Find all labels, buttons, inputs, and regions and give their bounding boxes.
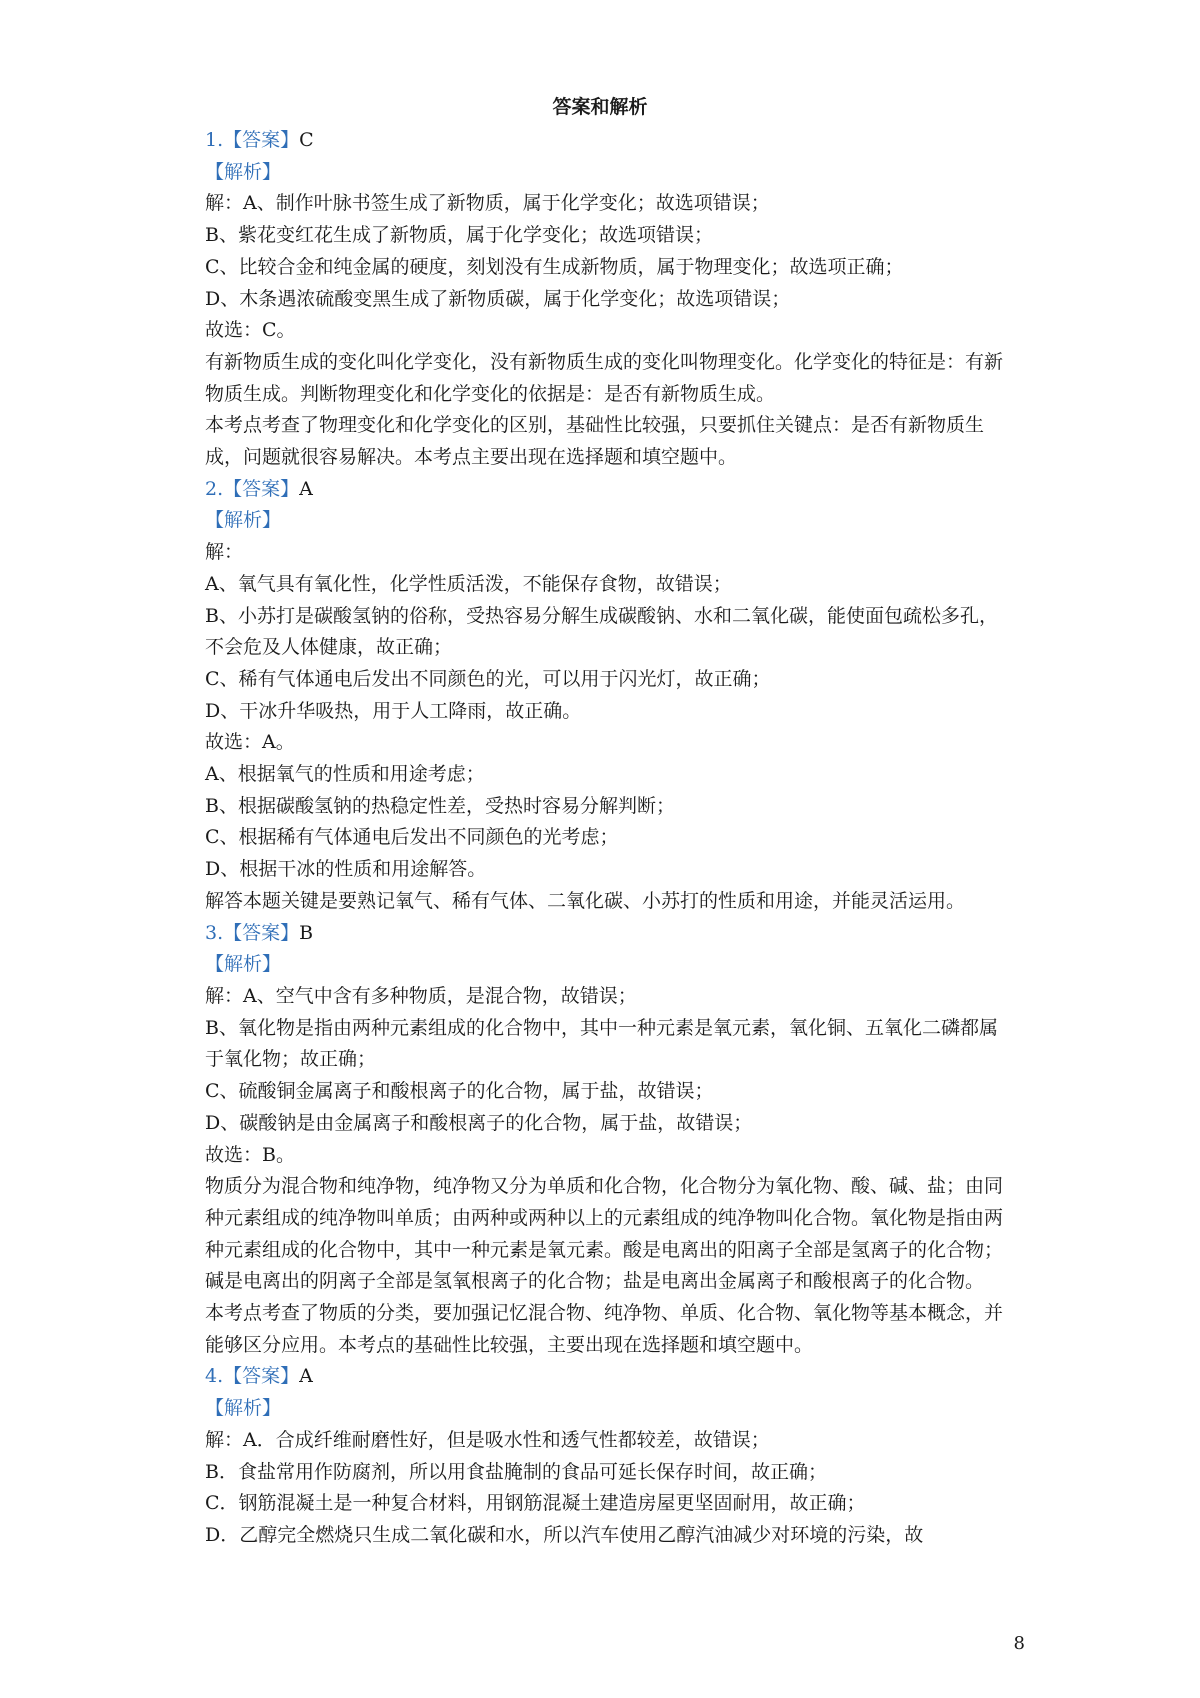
q4-line: C．钢筋混凝土是一种复合材料，用钢筋混凝土建造房屋更坚固耐用，故正确； (205, 1492, 866, 1515)
q1-line: B、紫花变红花生成了新物质，属于化学变化；故选项错误； (205, 224, 713, 247)
q3-answer-label: 【答案】 (223, 921, 300, 944)
q4-line: B．食盐常用作防腐剂，所以用食盐腌制的食品可延长保存时间，故正确； (205, 1460, 827, 1483)
q3-analysis-label: 【解析】 (205, 953, 282, 976)
q3-line: D、碳酸钠是由金属离子和酸根离子的化合物，属于盐，故错误； (205, 1111, 753, 1134)
q2-line: 故选：A。 (205, 731, 295, 754)
q4-answer-label: 【答案】 (223, 1365, 300, 1388)
q4-number: 4. (205, 1365, 224, 1388)
q3-line: C、硫酸铜金属离子和酸根离子的化合物，属于盐，故错误； (205, 1080, 714, 1103)
q4-answer: A (299, 1365, 313, 1388)
q3-line: 故选：B。 (205, 1143, 295, 1166)
q1-answer: C (299, 129, 314, 151)
q3-line: 本考点考查了物质的分类，要加强记忆混合物、纯净物、单质、化合物、氧化物等基本概念，并能够区分应用。本考点的基础性比较强，主要出现在选择题和填空题中。 (205, 1302, 1004, 1356)
q2-line: 解答本题关键是要熟记氧气、稀有气体、二氧化碳、小苏打的性质和用途，并能灵活运用。 (205, 889, 966, 912)
q2-answer-label: 【答案】 (223, 477, 300, 500)
q1-analysis-label: 【解析】 (205, 160, 282, 183)
q2-line: A、氧气具有氧化性，化学性质活泼，不能保存食物，故错误； (205, 572, 732, 595)
q1-line: 本考点考查了物理变化和化学变化的区别，基础性比较强，只要抓住关键点：是否有新物质生成，问题就很容易解决。本考点主要出现在选择题和填空题中。 (205, 414, 985, 469)
q2-line: C、稀有气体通电后发出不同颜色的光，可以用于闪光灯，故正确； (205, 667, 771, 690)
q3-answer: B (299, 921, 314, 944)
q1-answer-label: 【答案】 (223, 129, 300, 151)
q4-line: D．乙醇完全燃烧只生成二氧化碳和水，所以汽车使用乙醇汽油减少对环境的污染，故 (205, 1523, 924, 1546)
page-number: 8 (1013, 1633, 1025, 1654)
q2-answer: A (299, 477, 313, 500)
q3-number: 3. (205, 921, 224, 944)
q2-line: D、干冰升华吸热，用于人工降雨，故正确。 (205, 699, 582, 722)
q1-line: 解：A、制作叶脉书签生成了新物质，属于化学变化；故选项错误； (205, 192, 770, 215)
q4-analysis-label: 【解析】 (205, 1397, 282, 1420)
q1-line: 故选：C。 (205, 319, 296, 342)
q1-line: C、比较合金和纯金属的硬度，刻划没有生成新物质，属于物理变化；故选项正确； (205, 255, 904, 278)
q2-line: B、根据碳酸氢钠的热稳定性差，受热时容易分解判断； (205, 794, 675, 817)
q1-number: 1. (205, 129, 224, 151)
page-title: 答案和解析 (552, 96, 648, 118)
q2-line: D、根据干冰的性质和用途解答。 (205, 858, 487, 881)
q2-analysis-label: 【解析】 (205, 509, 282, 532)
q2-line: A、根据氧气的性质和用途考虑； (205, 763, 485, 786)
q2-line: C、根据稀有气体通电后发出不同颜色的光考虑； (205, 826, 619, 849)
q3-line: 物质分为混合物和纯净物，纯净物又分为单质和化合物，化合物分为氧化物、酸、碱、盐；由同种元素组成的纯净物叫单质；由两种或两种以上的元素组成的纯净物叫化合物。氧化物是指由两种元素组成的化合物中，其中一种元素是氧元素。酸是电离出的阳离子全部是氢离子的化合物；碱是电离出的阴离子全部是氢氧根离子的化合物；盐是电离出金属离子和酸根离子的化合物。 (205, 1175, 1004, 1293)
q4-answer-line (205, 1361, 1005, 1393)
q2-line: B、小苏打是碳酸氢钠的俗称，受热容易分解生成碳酸钠、水和二氧化碳，能使面包疏松多孔，不会危及人体健康，故正确； (205, 604, 998, 659)
q2-line: 解： (205, 541, 244, 564)
q2-answer-line (205, 474, 1005, 506)
answer-content (205, 125, 1005, 1552)
q2-number: 2. (205, 477, 224, 500)
q1-line: 有新物质生成的变化叫化学变化，没有新物质生成的变化叫物理变化。化学变化的特征是：有新物质生成。判断物理变化和化学变化的依据是：是否有新物质生成。 (205, 350, 1004, 405)
q3-line: B、氧化物是指由两种元素组成的化合物中，其中一种元素是氧元素，氧化铜、五氧化二磷都属于氧化物；故正确； (205, 1016, 998, 1071)
q3-answer-line (205, 918, 1005, 950)
q4-line: 解：A．合成纤维耐磨性好，但是吸水性和透气性都较差，故错误； (205, 1428, 770, 1451)
q1-answer-line (205, 125, 1005, 157)
q1-line: D、木条遇浓硫酸变黑生成了新物质碳，属于化学变化；故选项错误； (205, 287, 791, 310)
q3-line: 解：A、空气中含有多种物质，是混合物，故错误； (205, 984, 637, 1007)
